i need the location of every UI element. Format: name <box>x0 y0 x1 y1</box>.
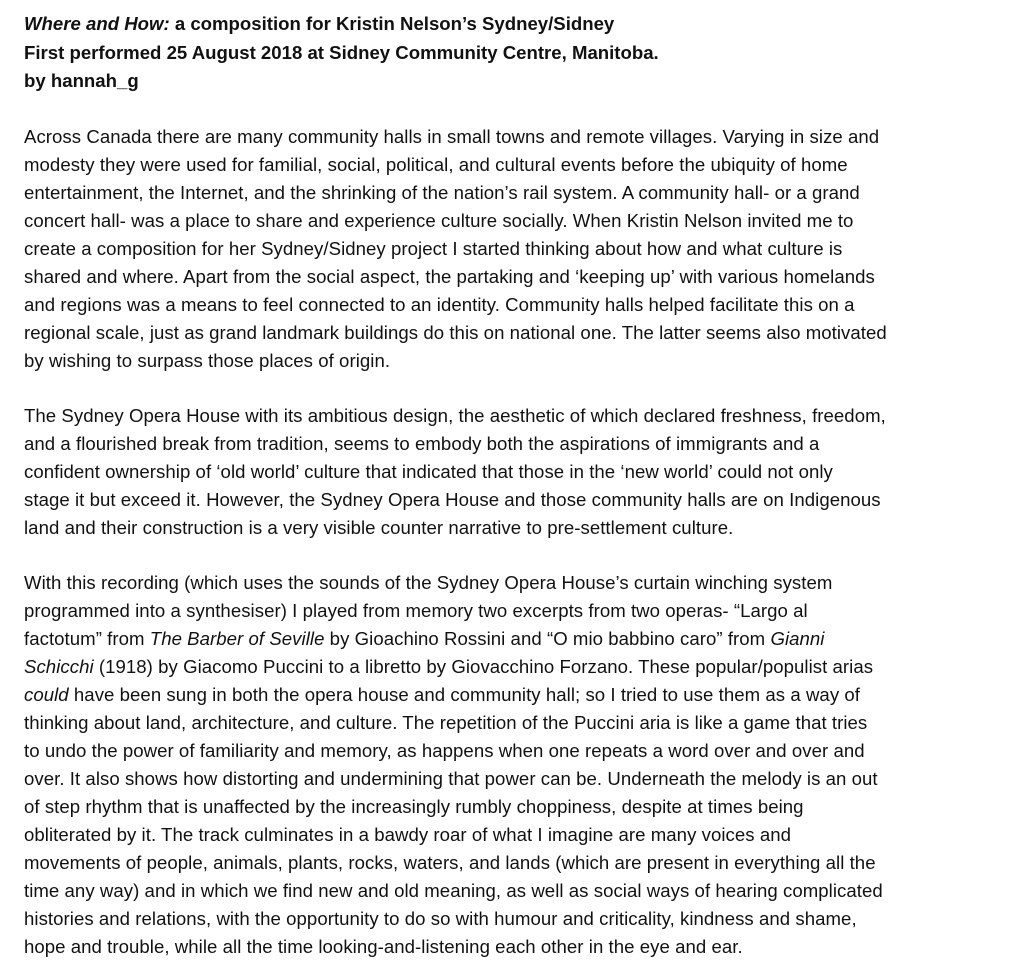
text-run: (1918) by Giacomo Puccini to a libretto by Giovacchino Forzano. These popular/populist arias <box>93 655 874 677</box>
document-header <box>24 10 1002 96</box>
text-line: histories and relations, with the opportunity to do so with humour and criticality, kindness and shame, <box>24 907 857 929</box>
text-line: by wishing to surpass those places of origin. <box>24 349 391 371</box>
text-run: have been sung in both the opera house and community hall; so I tried to use them as a way of <box>68 683 860 705</box>
text-line: of step rhythm that is unaffected by the increasingly rumbly choppiness, despite at times being <box>24 795 804 817</box>
document-page <box>24 10 1002 961</box>
opera-title-gianni: Gianni <box>770 627 825 649</box>
text-line: and regions was a means to feel connected to an identity. Community halls helped facilitate this on a <box>24 293 855 315</box>
text-line <box>24 625 1002 653</box>
performance-info: First performed 25 August 2018 at Sidney Community Centre, Manitoba. <box>24 41 659 63</box>
text-line: confident ownership of ‘old world’ culture that indicated that those in the ‘new world’ could not only <box>24 460 833 482</box>
text-line: hope and trouble, while all the time looking-and-listening each other in the eye and ear. <box>24 935 743 957</box>
text-run: by Gioachino Rossini and “O mio babbino caro” from <box>324 627 771 649</box>
text-line: Across Canada there are many community halls in small towns and remote villages. Varying in size and <box>24 125 880 147</box>
text-line: programmed into a synthesiser) I played from memory two excerpts from two operas- “Largo al <box>24 599 808 621</box>
text-line <box>24 653 1002 681</box>
text-line: concert hall- was a place to share and experience culture socially. When Kristin Nelson invited me to <box>24 209 854 231</box>
text-line: regional scale, just as grand landmark buildings do this on national one. The latter seems also motivated <box>24 321 887 343</box>
text-line: entertainment, the Internet, and the shrinking of the nation’s rail system. A community hall- or a grand <box>24 181 860 203</box>
text-line: stage it but exceed it. However, the Sydney Opera House and those community halls are on Indigenous <box>24 488 881 510</box>
byline: by hannah_g <box>24 70 139 91</box>
emphasis-could: could <box>24 683 69 705</box>
opera-title-barber: The Barber of Seville <box>149 627 325 649</box>
text-line: shared and where. Apart from the social aspect, the partaking and ‘keeping up’ with various homelands <box>24 265 875 287</box>
text-line: The Sydney Opera House with its ambitious design, the aesthetic of which declared freshness, freedom, <box>24 404 886 426</box>
text-line: over. It also shows how distorting and undermining that power can be. Underneath the melody is an out <box>24 767 878 789</box>
text-line <box>24 681 1002 709</box>
text-line: modesty they were used for familial, social, political, and cultural events before the ubiquity of home <box>24 153 848 175</box>
paragraph-1 <box>24 123 1002 375</box>
text-line: obliterated by it. The track culminates in a bawdy roar of what I imagine are many voices and <box>24 823 792 845</box>
opera-title-schicchi: Schicchi <box>24 655 94 677</box>
text-line: time any way) and in which we find new and old meaning, as well as social ways of hearing complicated <box>24 879 883 901</box>
text-line: thinking about land, architecture, and culture. The repetition of the Puccini aria is like a game that tries <box>24 711 868 733</box>
title-line <box>24 10 1002 39</box>
paragraph-3 <box>24 569 1002 961</box>
text-line: and a flourished break from tradition, seems to embody both the aspirations of immigrants and a <box>24 432 820 454</box>
text-line: movements of people, animals, plants, rocks, waters, and lands (which are present in everything all the <box>24 851 876 873</box>
title-rest: a composition for Kristin Nelson’s Sydney/Sidney <box>169 13 615 34</box>
text-line: With this recording (which uses the sounds of the Sydney Opera House’s curtain winching system <box>24 571 833 593</box>
paragraph-2 <box>24 402 1002 542</box>
text-run: factotum” from <box>24 627 150 649</box>
text-line: land and their construction is a very visible counter narrative to pre-settlement culture. <box>24 516 734 538</box>
text-line: to undo the power of familiarity and memory, as happens when one repeats a word over and over and <box>24 739 865 761</box>
text-line: create a composition for her Sydney/Sidney project I started thinking about how and what culture is <box>24 237 843 259</box>
title-italic: Where and How: <box>24 13 170 34</box>
